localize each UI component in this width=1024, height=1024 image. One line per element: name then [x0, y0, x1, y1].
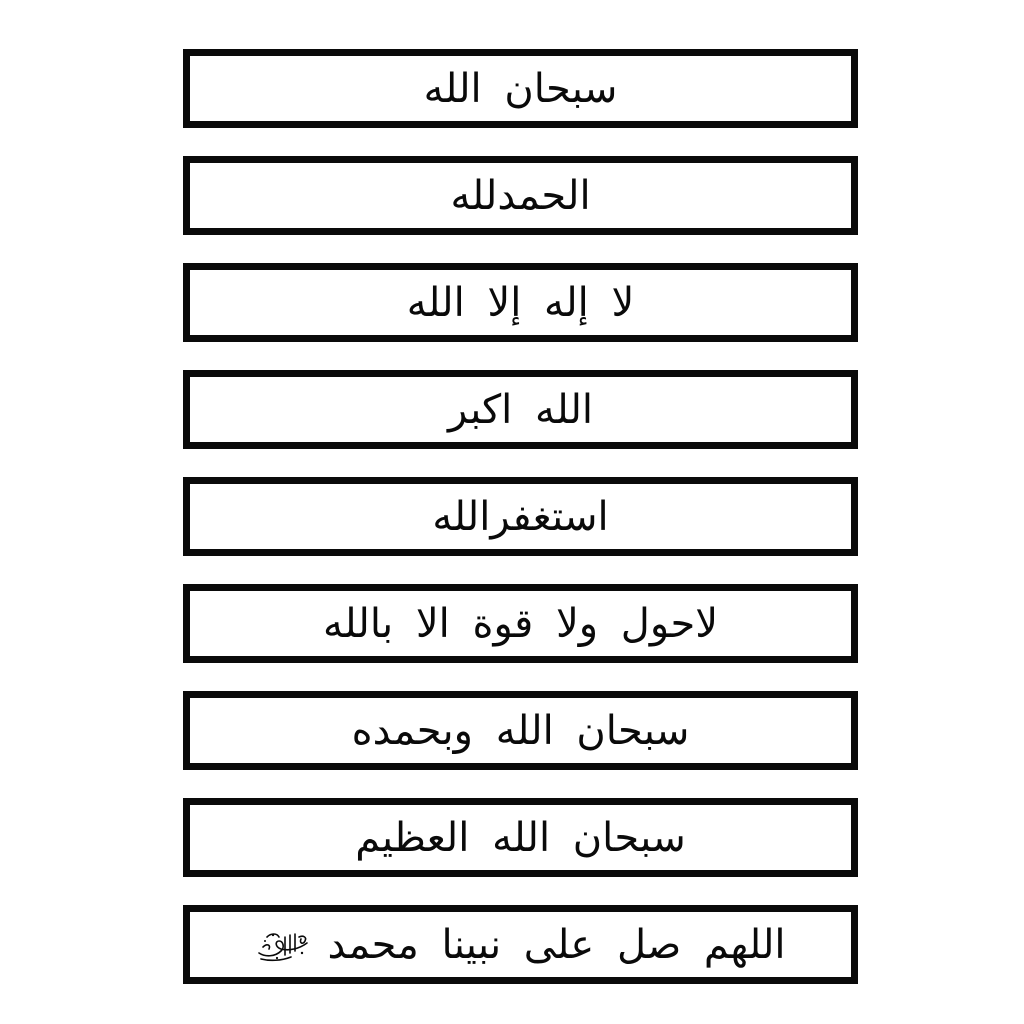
dhikr-box — [183, 263, 858, 342]
dhikr-text: لا إله إلا الله — [406, 279, 635, 326]
dhikr-box — [183, 477, 858, 556]
dhikr-text: لاحول ولا قوة الا بالله — [322, 600, 719, 647]
salawat-calligraphy-icon — [255, 927, 313, 963]
dhikr-box — [183, 370, 858, 449]
dhikr-text: سبحان الله وبحمده — [351, 707, 690, 754]
dhikr-text: استغفرالله — [432, 493, 609, 540]
dhikr-text: سبحان الله العظيم — [355, 814, 686, 861]
dhikr-box — [183, 156, 858, 235]
dhikr-text: الله اكبر — [448, 386, 593, 433]
dhikr-list — [183, 49, 858, 1012]
dhikr-text: الحمدلله — [450, 172, 591, 219]
dhikr-box — [183, 584, 858, 663]
dhikr-text: اللهم صل على نبينا محمد — [327, 921, 786, 968]
dhikr-box — [183, 49, 858, 128]
dhikr-box — [183, 691, 858, 770]
dhikr-text: سبحان الله — [423, 65, 618, 112]
dhikr-box — [183, 905, 858, 984]
dhikr-box — [183, 798, 858, 877]
